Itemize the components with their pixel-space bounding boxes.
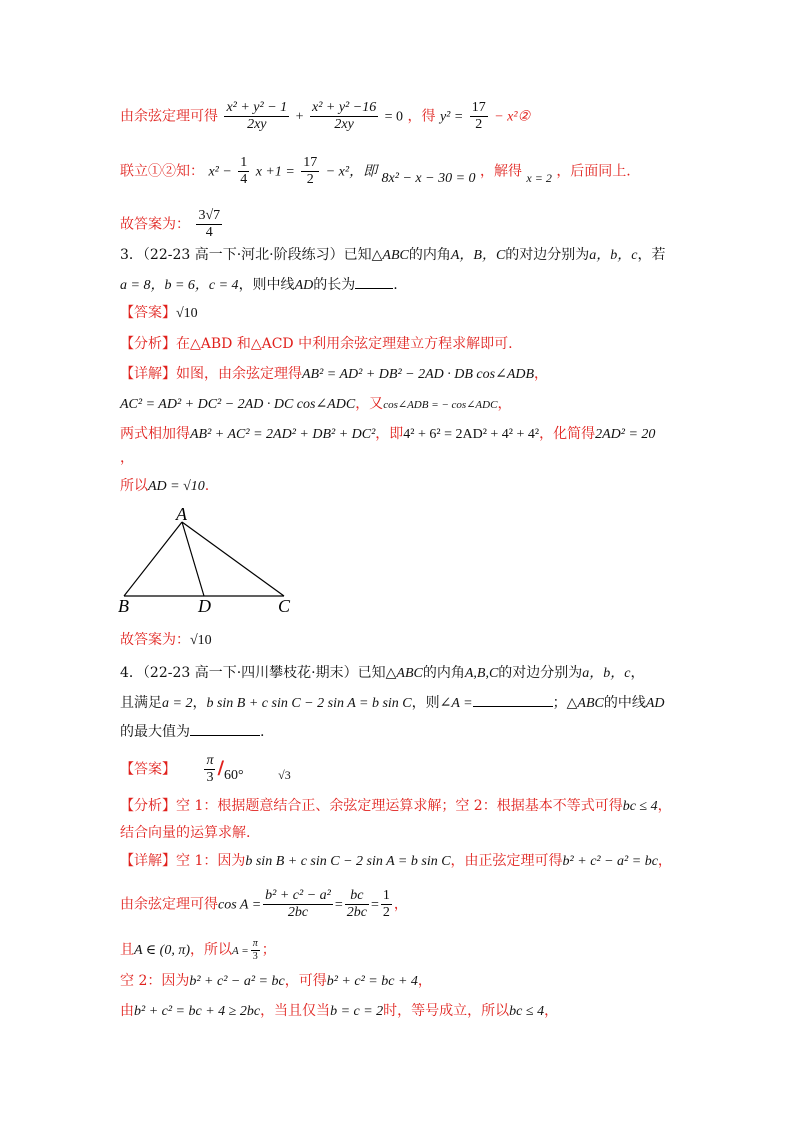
math: a，b，c [582, 666, 631, 681]
cosine-law-line [120, 100, 530, 133]
math: a = 8 [120, 278, 151, 293]
math: A，B，C [450, 248, 506, 263]
text: 空 1：根据题意结合正、余弦定理运算求解；空 2：根据基本不等式可得 [176, 798, 623, 814]
answer-tag: 【答案】 [120, 761, 176, 778]
text: 的内角 [422, 665, 465, 681]
math: △ABC [385, 666, 423, 681]
q4-detail-5 [120, 1003, 558, 1021]
plus: + [295, 109, 304, 125]
q3-detail-2 [120, 396, 511, 414]
math: ，b = 6，c = 4 [150, 278, 239, 293]
denominator: 2 [306, 172, 314, 188]
text: 且 [120, 942, 134, 958]
text: 故答案为： [120, 216, 190, 233]
fraction [224, 100, 289, 133]
answer-blank-2 [190, 723, 260, 736]
q4-detail-3 [120, 938, 276, 962]
math: 4² + 6² = 2AD² + 4² + 4² [403, 427, 540, 442]
denominator: 2xy [247, 117, 267, 133]
text: ，即 [375, 426, 404, 442]
fraction [196, 208, 222, 241]
fraction [263, 888, 333, 921]
text: 3．（22-23 高一下·河北·阶段练习）已知 [120, 247, 372, 263]
text: 在△ABD 和△ACD 中利用余弦定理建立方程求解即可. [176, 336, 513, 352]
text: ，当且仅当 [260, 1003, 331, 1019]
math: AB² = AD² + DB² − 2AD · DB cos∠ADB [302, 367, 535, 382]
math: bc ≤ 4 [622, 799, 658, 814]
denominator: 2xy [334, 117, 354, 133]
text: 由 [120, 1003, 134, 1019]
text: 两式相加得 [120, 426, 190, 442]
numerator: x² + y² −16 [310, 100, 378, 117]
fraction [470, 100, 488, 133]
q4-conditions [120, 694, 665, 713]
math: A = [232, 945, 249, 957]
math: y² = [439, 109, 464, 125]
numerator: 1 [238, 155, 249, 172]
q4-detail-2 [120, 888, 408, 921]
point-label-d: D [198, 596, 211, 616]
math: cos∠ADB = − cos∠ADC [383, 399, 498, 411]
math: AD [294, 278, 314, 293]
text: ，若 [637, 247, 666, 263]
text: ， [120, 450, 134, 466]
math: √3 [278, 767, 291, 782]
math: b² + c² − a² = bc [189, 974, 285, 989]
vertex-label-b: B [118, 596, 129, 616]
text: ，可得 [284, 973, 327, 989]
math: x² − [208, 164, 232, 180]
text: ， [657, 798, 672, 814]
q3-detail-3-comma [120, 450, 134, 467]
numerator: 17 [470, 100, 488, 117]
numerator: π [204, 753, 215, 770]
math: A ∈ (0, π) [134, 943, 190, 958]
math: 8x² − x − 30 = 0 [381, 170, 476, 186]
math: 60° [224, 767, 244, 783]
text: 空 1：因为 [176, 853, 246, 869]
text: 的中线 [603, 695, 646, 711]
math: √10 [176, 306, 198, 321]
math: √10 [190, 633, 212, 648]
text: 的对边分别为 [498, 665, 583, 681]
math: b² + c² − a² = bc [562, 854, 658, 869]
triangle-figure [118, 508, 318, 618]
equals: = 0 [384, 109, 404, 125]
text: ； [261, 942, 276, 958]
text: 由余弦定理可得 [120, 108, 218, 125]
answer-blank [355, 276, 393, 289]
q3-detail-4 [120, 478, 209, 496]
vertex-label-c: C [278, 596, 291, 616]
q4-detail-4 [120, 973, 432, 991]
text: 且满足 [120, 695, 162, 711]
denominator: 2bc [287, 905, 309, 921]
equals: = [370, 897, 379, 913]
fraction [238, 155, 249, 188]
numerator: π [252, 938, 258, 949]
text: 空 2：因为 [120, 973, 190, 989]
math: b = c = 2 [330, 1004, 384, 1019]
math: cos A = [218, 897, 262, 913]
numerator: bc [345, 888, 369, 905]
denominator: 2 [382, 905, 390, 921]
math: △ABC [371, 248, 409, 263]
math: b sin B + c sin C − 2 sin A = b sin C [206, 696, 412, 711]
denominator: 4 [240, 172, 248, 188]
text: ，后面同上. [556, 163, 631, 180]
text: ，所以 [190, 942, 232, 958]
q3-stem [120, 247, 666, 265]
text: 故答案为： [120, 632, 190, 648]
text: ，由正弦定理可得 [450, 853, 563, 869]
text: 的长为 [313, 277, 356, 293]
math: a，b，c [589, 248, 638, 263]
q4-stem [120, 665, 645, 683]
text: ，解得 [479, 163, 522, 180]
denominator: 2 [475, 117, 483, 133]
simultaneous-line [120, 155, 631, 188]
q3-analysis [120, 336, 513, 353]
fraction [381, 888, 392, 921]
text: 结合向量的运算求解. [120, 825, 251, 841]
math: △ABC [566, 696, 604, 711]
math: b² + c² = bc + 4 [326, 974, 418, 989]
math: bc ≤ 4 [509, 1004, 545, 1019]
math: 2AD² = 20 [595, 427, 656, 442]
q4-max-line [120, 723, 264, 741]
text: ， [630, 665, 645, 681]
q3-detail-3 [120, 426, 655, 444]
q4-answer [120, 753, 291, 786]
text: 时，等号成立，所以 [383, 1003, 510, 1019]
text: ， [192, 695, 207, 711]
text: ， [417, 973, 432, 989]
text: 的最大值为 [120, 724, 190, 740]
text: 的对边分别为 [505, 247, 590, 263]
text: 的内角 [408, 247, 451, 263]
denominator: 3 [206, 770, 214, 786]
denominator: 3 [252, 950, 258, 962]
numerator: 1 [381, 888, 392, 905]
math: − x²② [494, 109, 531, 125]
q3-answer [120, 305, 198, 323]
equals: = [334, 897, 343, 913]
text: ， [393, 896, 408, 913]
text: ， [657, 853, 672, 869]
math: b² + c² = bc + 4 ≥ 2bc [134, 1004, 261, 1019]
text: ，又 [355, 396, 384, 412]
detail-tag: 【详解】 [120, 853, 176, 869]
fraction [301, 155, 319, 188]
side-AC [182, 522, 284, 596]
q4-analysis [120, 798, 672, 816]
answer-line [120, 208, 224, 241]
text: ，化简得 [539, 426, 596, 442]
denominator: 2bc [346, 905, 367, 921]
math: a = 2 [162, 696, 193, 711]
answer-blank-1 [473, 694, 553, 707]
numerator: b² + c² − a² [263, 888, 333, 905]
text: ， [497, 396, 512, 412]
text: ，则 [411, 695, 440, 711]
math: x = 2 [526, 170, 552, 185]
text: . [393, 277, 398, 293]
vertex-label-a: A [176, 508, 187, 524]
text: 4．（22-23 高一下·四川攀枝花·期末）已知 [120, 665, 386, 681]
triangle-lines [124, 522, 284, 596]
text: ，得 [407, 108, 436, 125]
analysis-tag: 【分析】 [120, 336, 176, 352]
q3-detail-1 [120, 366, 548, 384]
text: ； [552, 695, 567, 711]
fraction [204, 753, 215, 786]
text: 联立①②知： [120, 163, 204, 180]
median-AD [182, 522, 204, 596]
math: ∠A = [439, 696, 473, 711]
fraction [345, 888, 369, 921]
math: b sin B + c sin C − 2 sin A = b sin C [245, 854, 451, 869]
fraction [310, 100, 378, 133]
math: AB² + AC² = 2AD² + DB² + DC² [190, 427, 376, 442]
denominator: 4 [205, 225, 213, 241]
numerator: 3√7 [196, 208, 222, 225]
math: x +1 = [255, 164, 295, 180]
text: 由余弦定理可得 [120, 896, 218, 913]
text: . [260, 724, 265, 740]
text: ， [544, 1003, 559, 1019]
text: ，则中线 [238, 277, 295, 293]
q4-analysis-2 [120, 825, 250, 842]
text: 所以 [120, 478, 148, 494]
numerator: x² + y² − 1 [224, 100, 289, 117]
slash: / [217, 757, 225, 779]
detail-tag: 【详解】 [120, 366, 176, 382]
q3-conditions [120, 276, 398, 295]
math: − x²，即 [325, 164, 378, 180]
answer-tag: 【答案】 [120, 305, 176, 321]
fraction [251, 938, 260, 962]
side-AB [124, 522, 182, 596]
math: AD = √10 [148, 479, 205, 494]
q4-detail-1 [120, 853, 672, 871]
numerator: 17 [301, 155, 319, 172]
math: AC² = AD² + DC² − 2AD · DC cos∠ADC [120, 397, 356, 412]
math: A,B,C [464, 666, 499, 681]
analysis-tag: 【分析】 [120, 798, 176, 814]
text: 如图，由余弦定理得 [176, 366, 302, 382]
math: AD [645, 696, 665, 711]
text: ， [534, 366, 549, 382]
text: . [204, 478, 210, 494]
q3-final [120, 632, 212, 650]
